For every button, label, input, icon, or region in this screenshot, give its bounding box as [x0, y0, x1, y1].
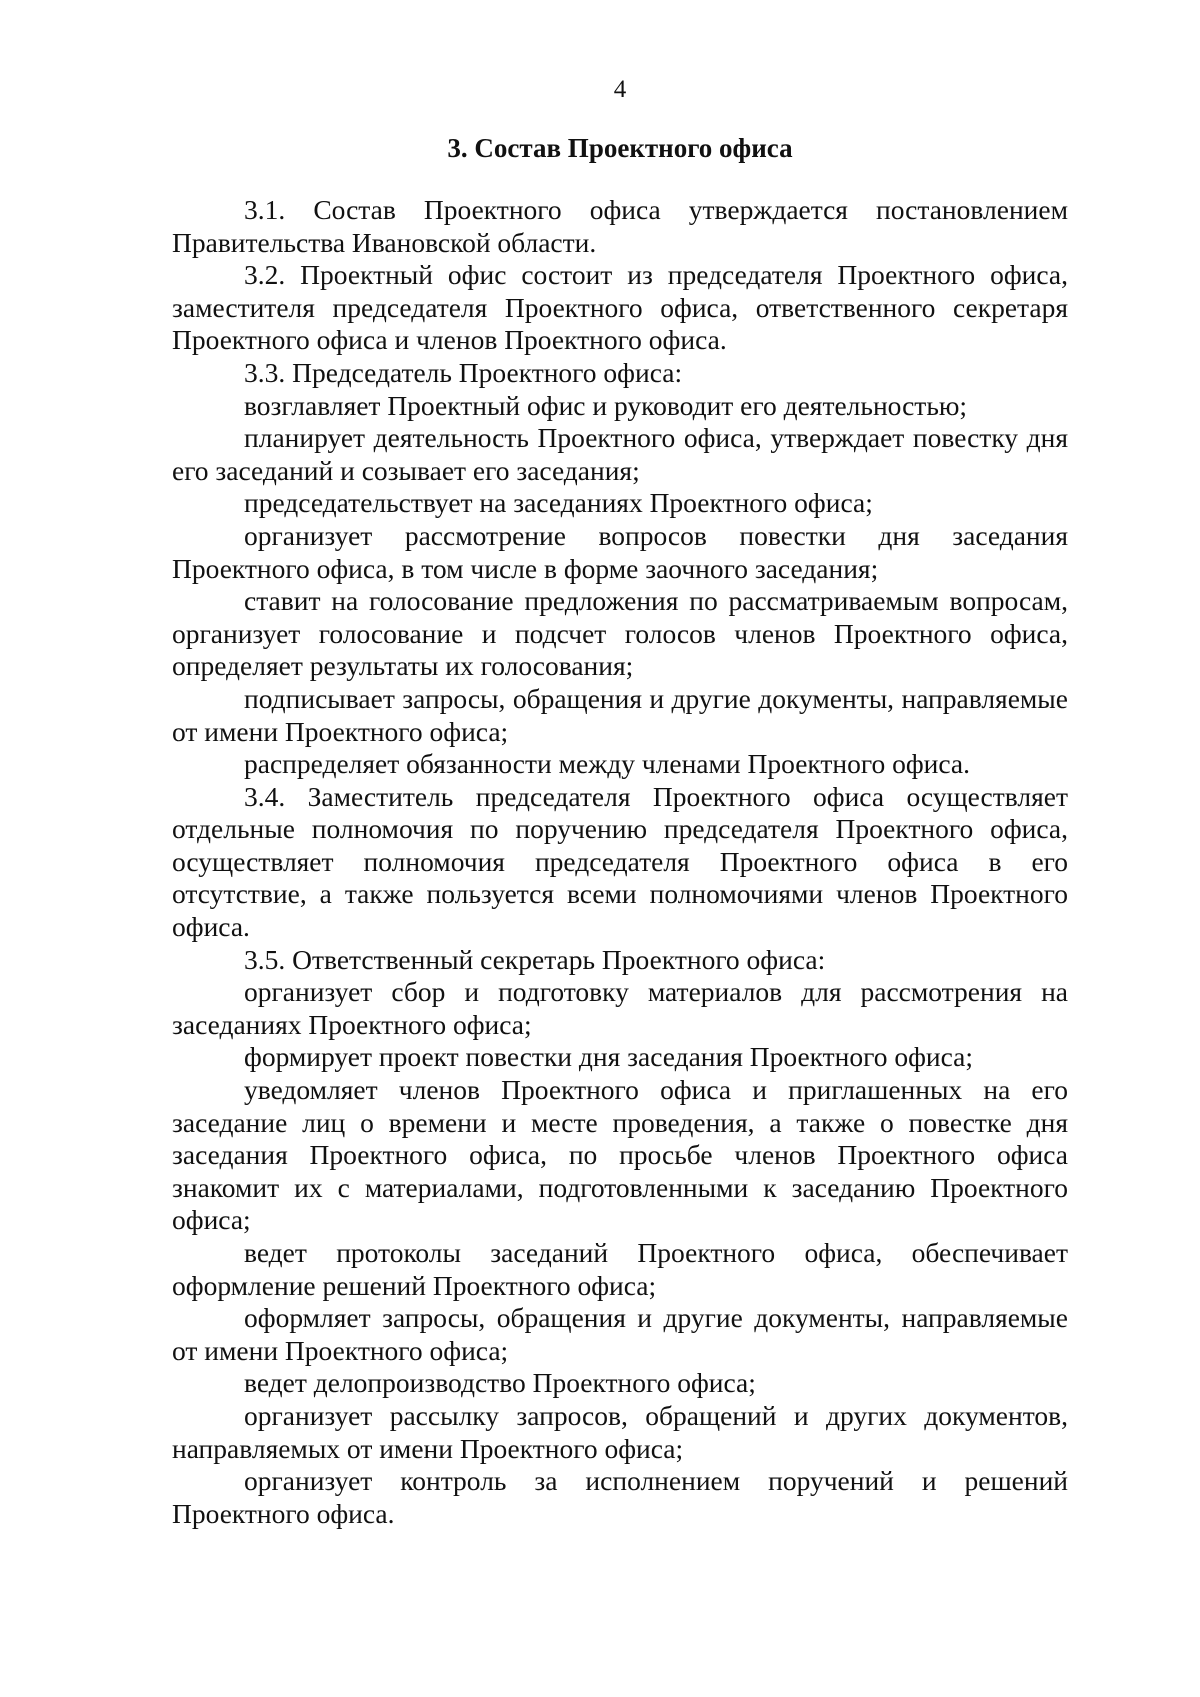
- paragraph: уведомляет членов Проектного офиса и приглашенных на его заседание лиц о времени и месте проведения, а также о повестке дня заседания Проектного офиса, по просьбе членов Проектного офиса знакомит их с материалами, подготовленными к заседанию Проектного офиса;: [172, 1074, 1068, 1236]
- paragraph: возглавляет Проектный офис и руководит его деятельностью;: [244, 389, 968, 421]
- paragraph: 3.3. Председатель Проектного офиса:: [244, 356, 683, 388]
- paragraph: организует контроль за исполнением поручений и решений Проектного офиса.: [172, 1465, 1068, 1529]
- paragraph: оформляет запросы, обращения и другие документы, направляемые от имени Проектного офиса;: [172, 1302, 1068, 1366]
- paragraph: организует рассмотрение вопросов повестки дня заседания Проектного офиса, в том числе в форме заочного заседания;: [172, 519, 1068, 584]
- paragraph: ставит на голосование предложения по рассматриваемым вопросам, организует голосование и подсчет голосов членов Проектного офиса, определяет результаты их голосования;: [172, 585, 1068, 682]
- paragraph: 3.1. Состав Проектного офиса утверждается постановлением Правительства Ивановской области.: [172, 194, 1068, 258]
- paragraph: ведет протоколы заседаний Проектного офиса, обеспечивает оформление решений Проектного офиса;: [172, 1237, 1068, 1301]
- paragraph: планирует деятельность Проектного офиса, утверждает повестку дня его заседаний и созывает его заседания;: [172, 422, 1068, 486]
- paragraph: организует рассылку запросов, обращений и других документов, направляемых от имени Проектного офиса;: [172, 1399, 1068, 1464]
- document-body: [172, 194, 1068, 1530]
- paragraph: 3.2. Проектный офис состоит из председателя Проектного офиса, заместителя председателя Проектного офиса, ответственного секретаря Проектного офиса и членов Проектного офиса.: [172, 259, 1068, 356]
- paragraph: формирует проект повестки дня заседания Проектного офиса;: [244, 1041, 974, 1073]
- paragraph: подписывает запросы, обращения и другие документы, направляемые от имени Проектного офиса;: [172, 682, 1068, 747]
- paragraph: председательствует на заседаниях Проектного офиса;: [244, 487, 873, 519]
- paragraph: распределяет обязанности между членами Проектного офиса.: [244, 748, 971, 780]
- paragraph: 3.4. Заместитель председателя Проектного офиса осуществляет отдельные полномочия по поручению председателя Проектного офиса, осуществляет полномочия председателя Проектного офиса в его отсутствие, а также пользуется всеми полномочиями членов Проектного офиса.: [172, 780, 1068, 943]
- page-number: 4: [613, 76, 627, 103]
- paragraph: ведет делопроизводство Проектного офиса;: [244, 1367, 756, 1399]
- section-heading: 3. Состав Проектного офиса: [447, 133, 793, 163]
- paragraph: организует сбор и подготовку материалов для рассмотрения на заседаниях Проектного офиса;: [172, 976, 1068, 1040]
- paragraph: 3.5. Ответственный секретарь Проектного офиса:: [244, 943, 826, 975]
